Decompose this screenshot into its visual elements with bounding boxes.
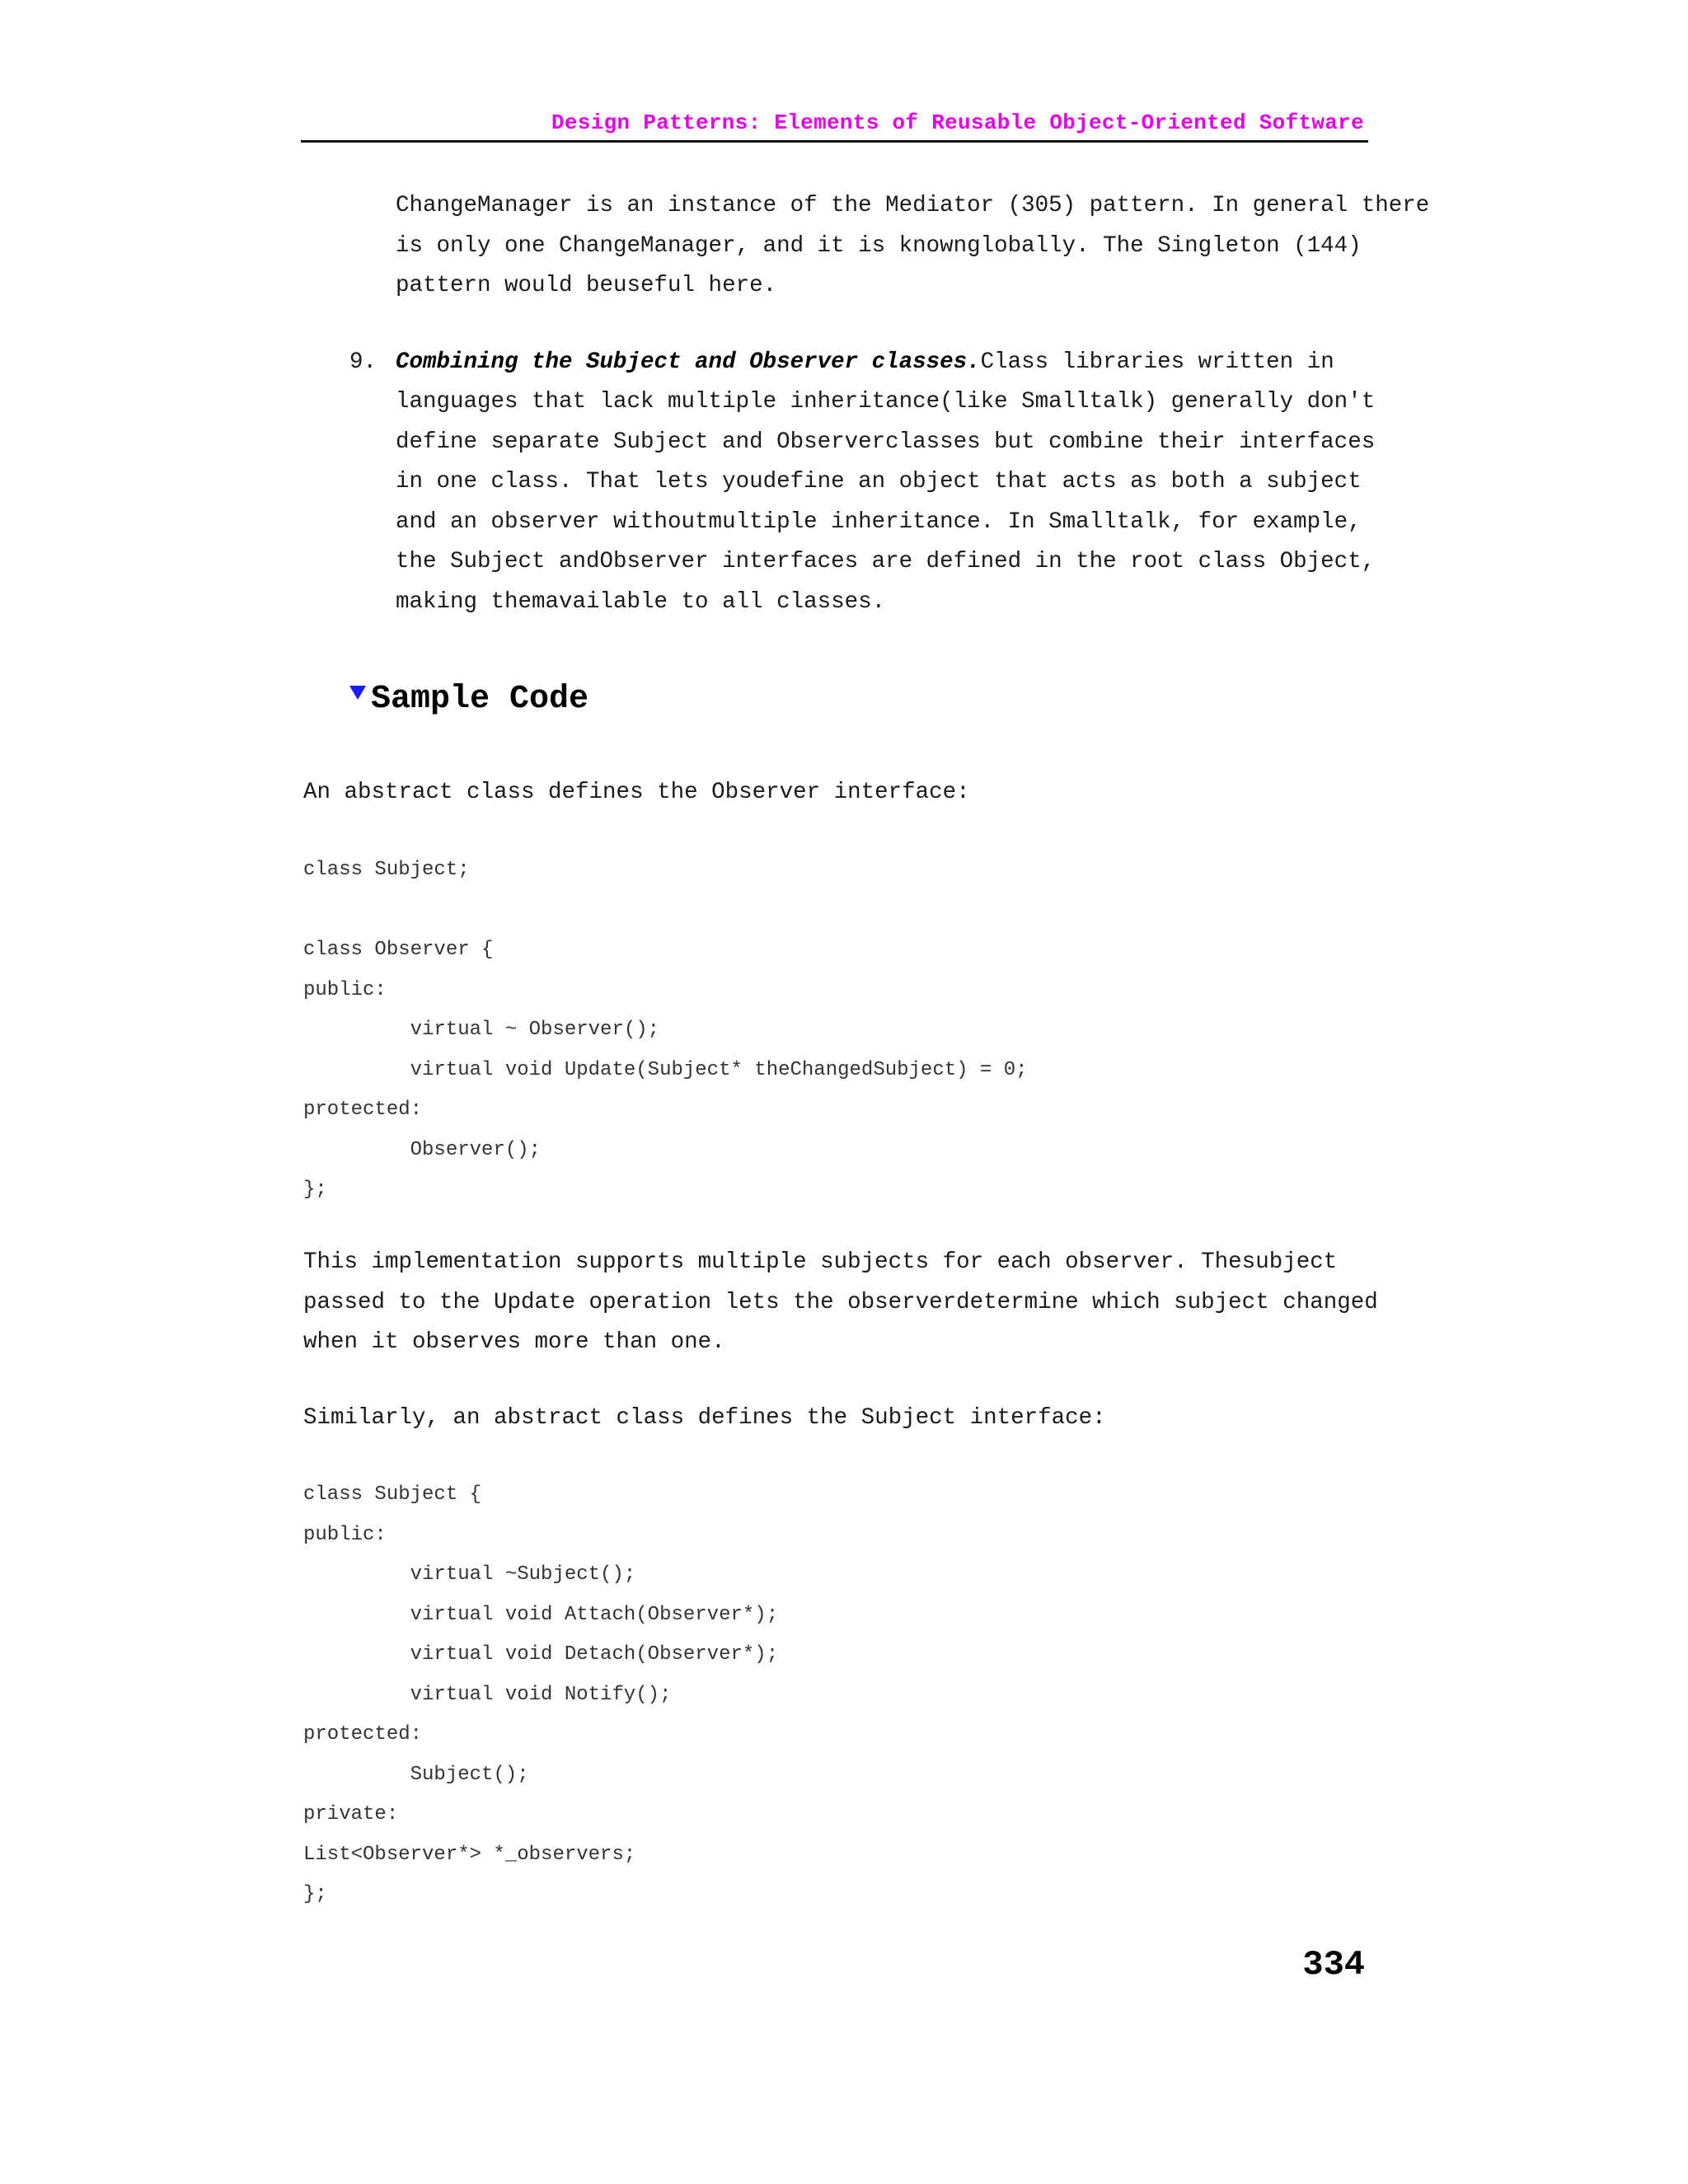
section-title: Sample Code <box>371 681 589 718</box>
page-number: 334 <box>1302 1945 1365 1985</box>
intro-paragraph: ChangeManager is an instance of the Mediator (305) pattern. In general there is only one ChangeManager, and it is knownglobally. The Singleton (144) pattern would beuseful here. <box>396 193 1430 298</box>
list-item-number: 9. <box>349 349 377 375</box>
subject-intro-paragraph: Similarly, an abstract class defines the Subject interface: <box>303 1405 1106 1431</box>
subject-code-block: class Subject { public: virtual ~Subject(); virtual void Attach(Observer*); virtual void Detach(Observer*); virtual void Notify(); protected: Subject(); private: List<Observer*> *_observers; }; <box>303 1483 779 1905</box>
page-header <box>301 107 1368 143</box>
list-item-body: languages that lack multiple inheritance(like Smalltalk) generally don't define separate Subject and Observerclasses but combine their interfaces in one class. That lets youdefine an object that acts as both a subject and an observer withoutmultiple inheritance. In Smalltalk, for example, the Subject andObserver interfaces are defined in the root class Object, making themavailable to all classes. <box>396 389 1376 615</box>
list-item-first-line-text: Class libraries written in <box>980 349 1334 375</box>
observer-intro-paragraph: An abstract class defines the Observer interface: <box>303 780 970 805</box>
observer-code-block: class Subject; class Observer { public: virtual ~ Observer(); virtual void Update(Subject* theChangedSubject) = 0; protected: Observer(); }; <box>303 859 1028 1201</box>
list-item-first-line <box>396 343 1334 383</box>
list-item-title: Combining the Subject and Observer classes. <box>396 349 981 375</box>
triangle-down-icon <box>349 686 366 700</box>
book-title: Design Patterns: Elements of Reusable Object-Oriented Software <box>551 110 1364 135</box>
implementation-paragraph: This implementation supports multiple subjects for each observer. Thesubject passed to the Update operation lets the observerdetermine which subject changed when it observes more than one. <box>303 1249 1378 1355</box>
section-heading <box>349 674 588 724</box>
